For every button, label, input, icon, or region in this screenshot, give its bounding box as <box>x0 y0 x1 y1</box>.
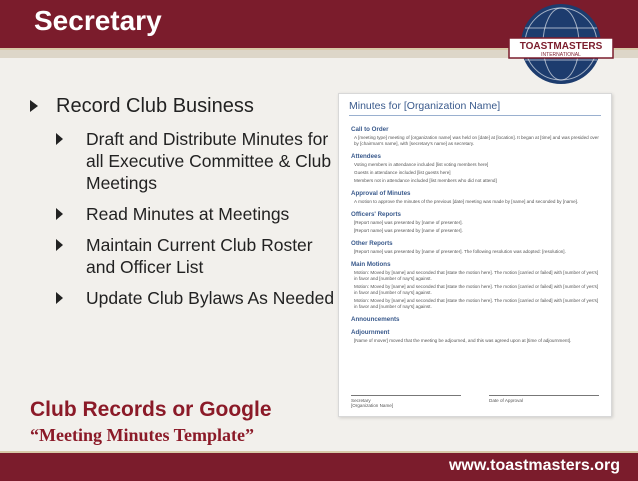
sub-bullet <box>56 128 340 194</box>
bullet-list <box>30 94 340 318</box>
minutes-template-preview <box>338 93 612 417</box>
bullet-arrow-icon <box>30 100 38 112</box>
document-section-heading: Attendees <box>351 153 381 160</box>
document-section-line: Voting members in attendance included [list voting members here] <box>354 162 489 167</box>
sub-bullet <box>56 287 340 309</box>
logo-line2: INTERNATIONAL <box>541 52 581 58</box>
secretary-signature-line <box>351 395 461 408</box>
sub-bullet <box>56 203 340 225</box>
document-section-line: A [meeting type] meeting of [organization name] was held on [date] at [location]. It began at [time] and was presided over by [chairman's name], with [secretary's name] as secretary. <box>354 135 599 146</box>
document-section-line: Guests in attendance included [list guests here] <box>354 170 451 175</box>
document-section-heading: Announcements <box>351 316 400 323</box>
document-section-line: Motion: Moved by [name] and seconded that [state the motion here]. The motion [carried or failed] with [number of yes's] in favor and [number of nay's] against. <box>354 298 599 309</box>
document-section-line: Motion: Moved by [name] and seconded that [state the motion here]. The motion [carried or failed] with [number of yes's] in favor and [number of nay's] against. <box>354 284 599 295</box>
main-bullet-text: Record Club Business <box>56 95 254 117</box>
bullet-arrow-icon <box>56 208 63 220</box>
slide-title: Secretary <box>34 5 162 36</box>
document-section-line: A motion to approve the minutes of the previous [date] meeting was made by [name] and seconded by [name]. <box>354 199 579 204</box>
sub-bullet-text: Draft and Distribute Minutes for all Executive Committee & Club Meetings <box>86 129 332 193</box>
bullet-arrow-icon <box>56 239 63 251</box>
document-section-heading: Officers' Reports <box>351 211 401 218</box>
callout-line1: Club Records or Google <box>30 398 272 421</box>
callout-line2: “Meeting Minutes Template” <box>30 425 254 445</box>
document-section-line: [Name of mover] moved that the meeting be adjourned, and this was agreed upon at [time of adjournment]. <box>354 338 572 343</box>
footer-url: www.toastmasters.org <box>448 457 620 474</box>
sub-bullet-text: Maintain Current Club Roster and Officer List <box>86 235 313 277</box>
document-section-heading: Approval of Minutes <box>351 190 411 197</box>
toastmasters-logo-icon <box>505 2 617 92</box>
footer-bar <box>0 451 638 481</box>
document-body <box>339 116 611 344</box>
document-section-heading: Adjournment <box>351 329 390 336</box>
sub-bullet <box>56 234 340 278</box>
document-section-line: [Report name] was presented by [name of presenter]. <box>354 220 463 225</box>
document-title: Minutes for [Organization Name] <box>349 100 601 116</box>
document-section-heading: Other Reports <box>351 240 393 247</box>
document-section-line: [Report name] was presented by [name of presenter]. <box>354 228 463 233</box>
approval-date-label: Date of Approval <box>489 398 523 403</box>
sub-bullet-list <box>56 128 340 309</box>
sub-bullet-text: Read Minutes at Meetings <box>86 204 290 224</box>
approval-date-line <box>489 395 599 408</box>
bullet-arrow-icon <box>56 133 63 145</box>
document-section-heading: Call to Order <box>351 126 389 133</box>
bullet-arrow-icon <box>56 292 63 304</box>
signature-label: Secretary <box>351 398 371 403</box>
logo-line1: TOASTMASTERS <box>519 41 603 52</box>
document-section-line: Members not in attendance included [list members who did not attend] <box>354 178 497 183</box>
sub-bullet-text: Update Club Bylaws As Needed <box>86 288 335 308</box>
signature-row <box>351 395 599 408</box>
document-section-line: [Report name] was presented by [name of presenter]. The following resolution was adopted: [resolution]. <box>354 249 566 254</box>
callout-text <box>30 397 350 447</box>
document-section-line: Motion: Moved by [name] and seconded that [state the motion here]. The motion [carried or failed] with [number of yes's] in favor and [number of nay's] against. <box>354 270 599 281</box>
signature-org: [Organization Name] <box>351 403 394 408</box>
document-section-heading: Main Motions <box>351 261 391 268</box>
main-bullet <box>30 94 340 118</box>
